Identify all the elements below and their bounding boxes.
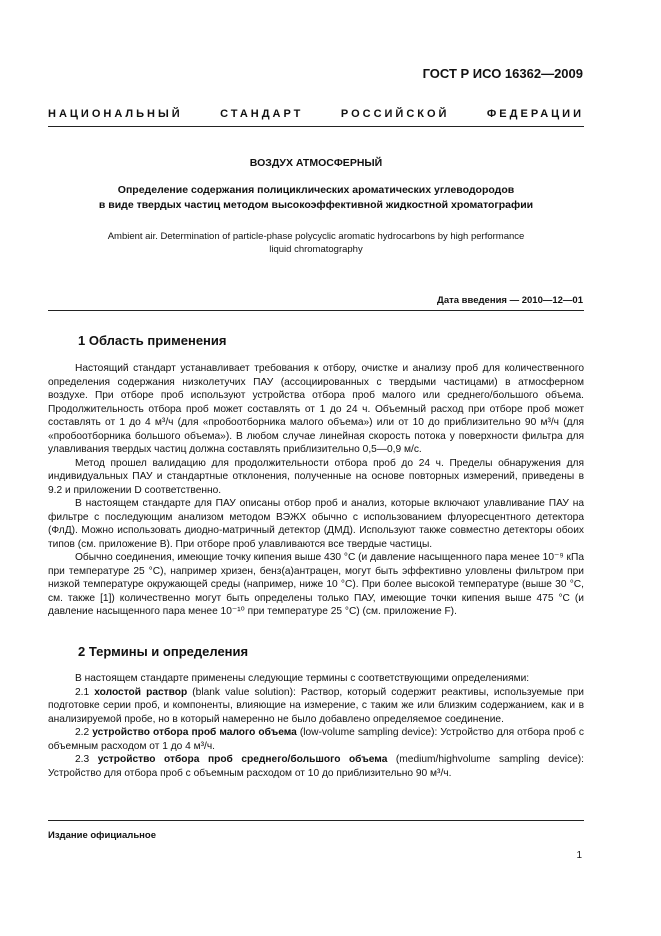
term-definition — [48, 753, 584, 780]
paragraph: Обычно соединения, имеющие точку кипения выше 430 °С (и давление насыщенного пара менее 10⁻⁹ кПа при температуре 25 °С), например хризен, бенз(а)антрацен, могут быть эффективно уловлены фильтром при низкой температуре окружающей среды (например, ниже 10 °С). При более высокой температуре (выше 30 °С, см. также [1]) количественно могут быть определены только ПАУ, имеющие точки кипения выше 475 °С (и давление насыщенного пара менее 10⁻¹⁰ при температуре 25 °С) (см. приложение F). — [48, 552, 584, 617]
term-text: (medium/highvolume sampling device): Устройство для отбора проб с объемным расходом от 10 до приблизительно 90 м³/ч. — [48, 754, 584, 779]
header-rule — [48, 126, 584, 127]
english-title-line: Ambient air. Determination of particle-phase polycyclic aromatic hydrocarbons by high performance — [107, 231, 525, 242]
paragraph: Настоящий стандарт устанавливает требования к отбору, очистке и анализу проб для количественного определения содержания низколетучих ПАУ (ассоциированных с твердыми частицами) в атмосферном воздухе. При отборе проб используют устройства отбора проб малого или среднего/большого объема. Продолжительность отбора проб может составлять от 1 до 24 ч. Объемный расход при отборе проб может составлять от 1 до 4 м³/ч (для «пробоотборника малого объема») или от 10 до приблизительно 90 м³/ч (для «пробоотборника большого объема»). В любом случае линейная скорость потока у поверхности фильтра для улавливания твердых частиц должна составлять приблизительно 0,5—0,9 м/с. — [48, 363, 584, 455]
date-rule — [48, 310, 584, 311]
banner-word: ФЕДЕРАЦИИ — [486, 108, 584, 120]
english-title-line: liquid chromatography — [269, 244, 363, 255]
subtitle-line: в виде твердых частиц методом высокоэффективной жидкостной хроматографии — [98, 199, 534, 211]
paragraph: Метод прошел валидацию для продолжительности отбора проб до 24 ч. Пределы обнаружения для индивидуальных ПАУ и стандартные отклонения, полученные на основе повторных измерений, приведены в 9.2 и приложении D соответственно. — [48, 457, 584, 496]
document-subtitle — [48, 183, 584, 213]
banner-word: РОССИЙСКОЙ — [340, 108, 450, 120]
banner-word: СТАНДАРТ — [220, 108, 304, 120]
section-2-heading: 2 Термины и определения — [78, 644, 249, 659]
term-text: (low-volume sampling device): Устройство для отбора проб с объемным расходом от 1 до 4 м³/ч. — [48, 727, 584, 752]
term-name: устройство отбора проб среднего/большого объема — [97, 754, 388, 765]
page-number: 1 — [576, 850, 582, 861]
paragraph: В настоящем стандарте применены следующие термины с соответствующими определениями: — [75, 673, 530, 684]
term-name: устройство отбора проб малого объема — [92, 727, 297, 738]
footer-rule — [48, 820, 584, 821]
paragraph: В настоящем стандарте для ПАУ описаны отбор проб и анализ, которые включают улавливание ПАУ на фильтре с последующим анализом методом ВЭЖХ обычно с использованием флуоресцентного детектора (ФлД). Можно использовать диодно-матричный детектор (ДМД). Используют также совместно детекторы обоих типов (см. приложение В). При отборе проб улавливаются все твердые частицы. — [48, 498, 584, 550]
term-definition — [48, 686, 584, 727]
section-1-body — [48, 362, 584, 619]
term-name: холостой раствор — [94, 686, 188, 698]
document-title: ВОЗДУХ АТМОСФЕРНЫЙ — [249, 157, 383, 169]
banner-word: НАЦИОНАЛЬНЫЙ — [48, 108, 183, 120]
english-title — [48, 230, 584, 256]
subtitle-line: Определение содержания полициклических ароматических углеводородов — [117, 184, 515, 196]
section-1-heading: 1 Область применения — [78, 333, 227, 348]
standard-banner — [48, 108, 584, 120]
edition-note: Издание официальное — [48, 830, 156, 841]
introduction-date: Дата введения — 2010—12—01 — [437, 295, 583, 306]
term-text: (blank value solution): Раствор, который содержит реактивы, используемые при подготовке серии проб, и компоненты, влияющие на измерение, с таким же или близким содержанием, как и в анализируемой пробе, но в который намеренно не было добавлено определяемое соединение. — [48, 686, 585, 725]
document-number: ГОСТ Р ИСО 16362—2009 — [422, 66, 583, 81]
term-number: 2.2 — [75, 727, 90, 738]
term-number: 2.3 — [75, 754, 90, 765]
term-definition — [48, 726, 584, 753]
term-number: 2.1 — [75, 686, 90, 698]
section-2-body — [48, 672, 584, 780]
